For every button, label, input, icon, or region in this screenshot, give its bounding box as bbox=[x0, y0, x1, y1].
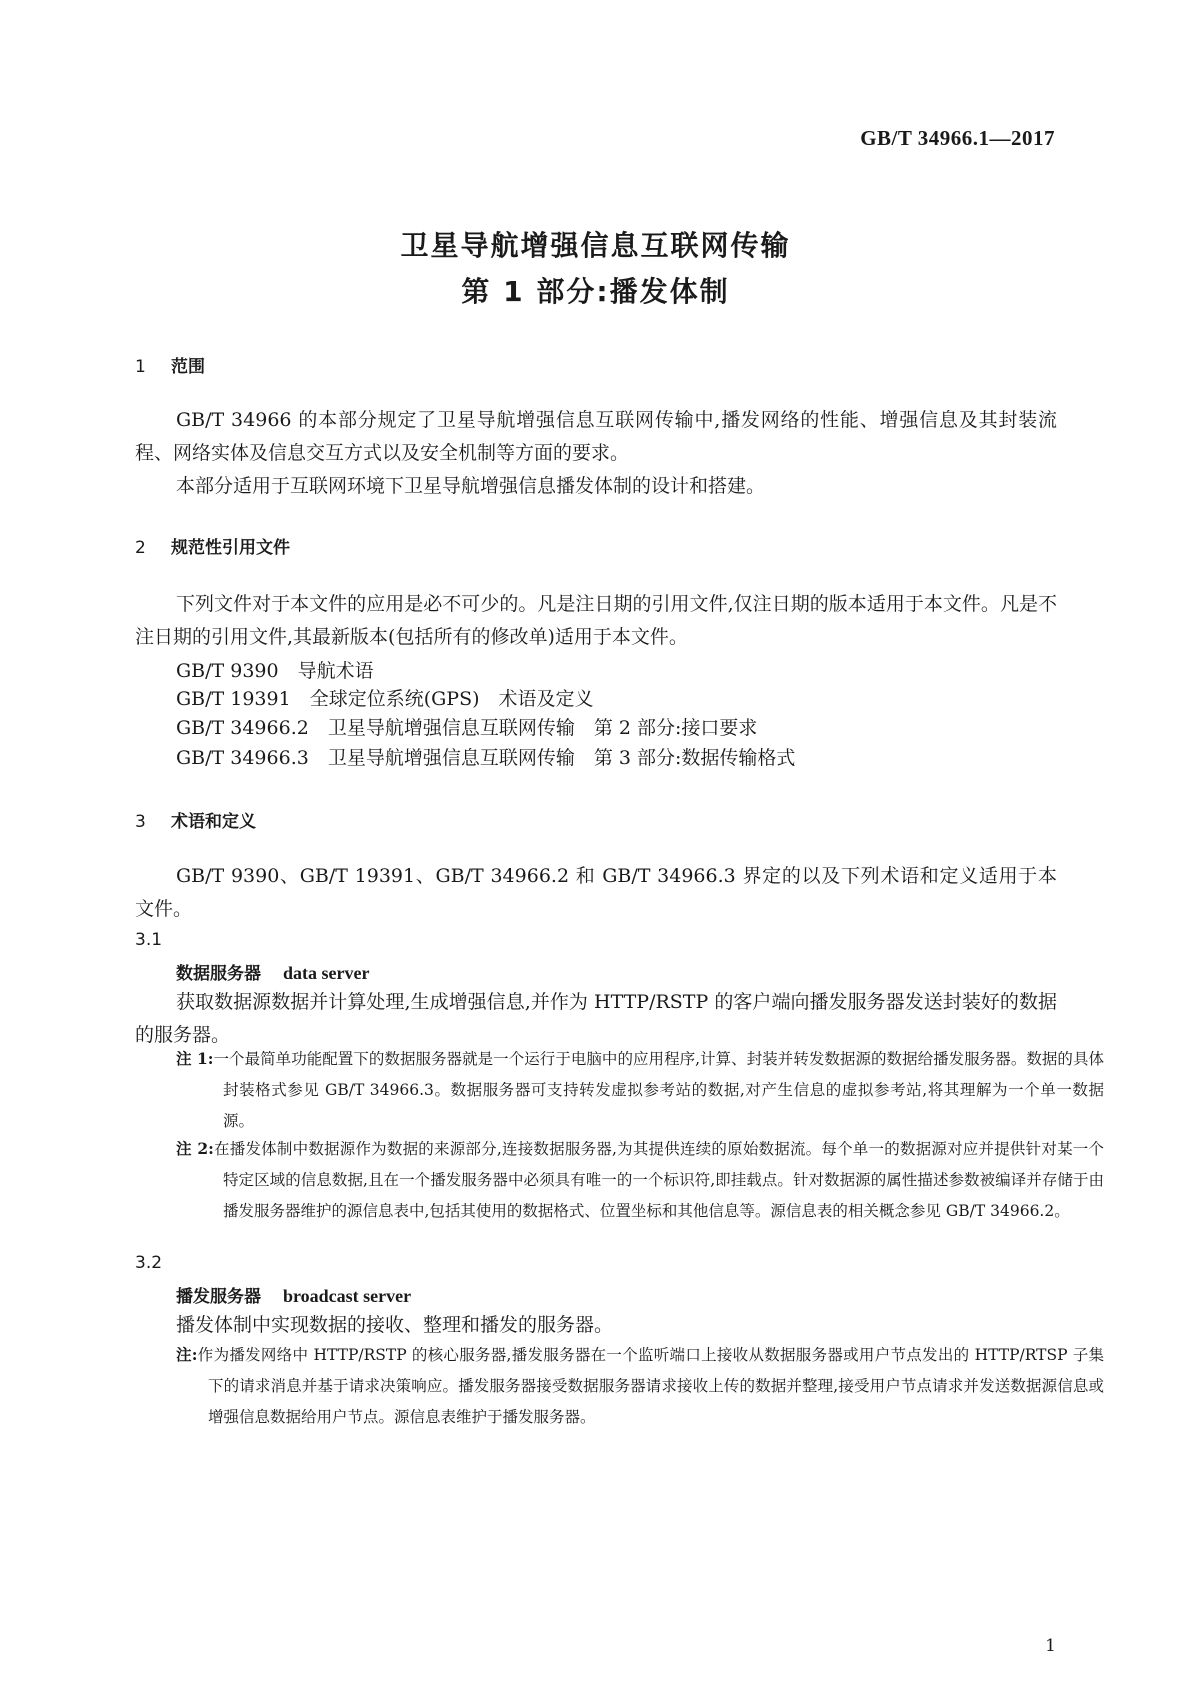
note bbox=[176, 1339, 1104, 1433]
paragraph: 下列文件对于本文件的应用是必不可少的。凡是注日期的引用文件,仅注日期的版本适用于本文件。凡是不注日期的引用文件,其最新版本(包括所有的修改单)适用于本文件。 bbox=[135, 593, 1057, 648]
paragraph: GB/T 9390、GB/T 19391、GB/T 34966.2 和 GB/T 34966.3 界定的以及下列术语和定义适用于本文件。 bbox=[135, 865, 1057, 920]
section-title: 范围 bbox=[171, 357, 205, 377]
note-text: 作为播发网络中 HTTP/RSTP 的核心服务器,播发服务器在一个监听端口上接收从数据服务器或用户节点发出的 HTTP/RTSP 子集下的请求消息并基于请求决策响应。播发服务器接受数据服务器请求接收上传的数据并整理,接受用户节点请求并发送数据源信息或增强信息数据给用户节点。源信息表维护于播发服务器。 bbox=[197, 1346, 1104, 1426]
reference-item: GB/T 9390 导航术语 bbox=[176, 660, 374, 682]
section-3-heading bbox=[135, 807, 256, 832]
reference-item: GB/T 19391 全球定位系统(GPS) 术语及定义 bbox=[176, 688, 594, 710]
section-title: 术语和定义 bbox=[171, 812, 256, 832]
document-title-line2: 第 1 部分:播发体制 bbox=[461, 275, 730, 308]
term-number: 3.1 bbox=[135, 930, 163, 950]
section-number: 2 bbox=[135, 538, 146, 558]
note-label: 注 2: bbox=[176, 1139, 214, 1158]
term-english: broadcast server bbox=[283, 1286, 412, 1306]
term-definition: 播发体制中实现数据的接收、整理和播发的服务器。 bbox=[176, 1314, 614, 1336]
section-2-heading bbox=[135, 533, 290, 558]
term-number: 3.2 bbox=[135, 1253, 163, 1273]
reference-item: GB/T 34966.3 卫星导航增强信息互联网传输 第 3 部分:数据传输格式 bbox=[176, 747, 796, 769]
note-label: 注: bbox=[176, 1345, 198, 1364]
paragraph: 本部分适用于互联网环境下卫星导航增强信息播发体制的设计和搭建。 bbox=[176, 475, 766, 497]
term-entry bbox=[176, 959, 369, 984]
section-title: 规范性引用文件 bbox=[171, 538, 290, 558]
standard-code: GB/T 34966.1—2017 bbox=[860, 126, 1055, 150]
document-title-line1: 卫星导航增强信息互联网传输 bbox=[400, 229, 791, 262]
section-number: 3 bbox=[135, 812, 146, 832]
note bbox=[176, 1043, 1104, 1137]
reference-item: GB/T 34966.2 卫星导航增强信息互联网传输 第 2 部分:接口要求 bbox=[176, 717, 758, 739]
note-text: 在播发体制中数据源作为数据的来源部分,连接数据服务器,为其提供连续的原始数据流。每个单一的数据源对应并提供针对某一个特定区域的信息数据,且在一个播发服务器中必须具有唯一的一个标识符,即挂载点。针对数据源的属性描述参数被编译并存储于由播发服务器维护的源信息表中,包括其使用的数据格式、位置坐标和其他信息等。源信息表的相关概念参见 GB/T 34966.2。 bbox=[213, 1140, 1104, 1220]
term-chinese: 数据服务器 bbox=[176, 964, 261, 984]
note-text: 一个最简单功能配置下的数据服务器就是一个运行于电脑中的应用程序,计算、封装并转发数据源的数据给播发服务器。数据的具体封装格式参见 GB/T 34966.3。数据服务器可支持转发虚拟参考站的数据,对产生信息的虚拟参考站,将其理解为一个单一数据源。 bbox=[213, 1050, 1105, 1130]
paragraph: GB/T 34966 的本部分规定了卫星导航增强信息互联网传输中,播发网络的性能、增强信息及其封装流程、网络实体及信息交互方式以及安全机制等方面的要求。 bbox=[135, 409, 1057, 464]
term-entry bbox=[176, 1282, 411, 1307]
note bbox=[176, 1133, 1104, 1227]
term-definition: 获取数据源数据并计算处理,生成增强信息,并作为 HTTP/RSTP 的客户端向播发服务器发送封装好的数据的服务器。 bbox=[135, 991, 1057, 1046]
section-number: 1 bbox=[135, 357, 146, 377]
section-1-heading bbox=[135, 352, 205, 377]
term-english: data server bbox=[283, 963, 370, 983]
term-chinese: 播发服务器 bbox=[176, 1287, 261, 1307]
note-label: 注 1: bbox=[176, 1049, 214, 1068]
page-number: 1 bbox=[1045, 1636, 1056, 1656]
